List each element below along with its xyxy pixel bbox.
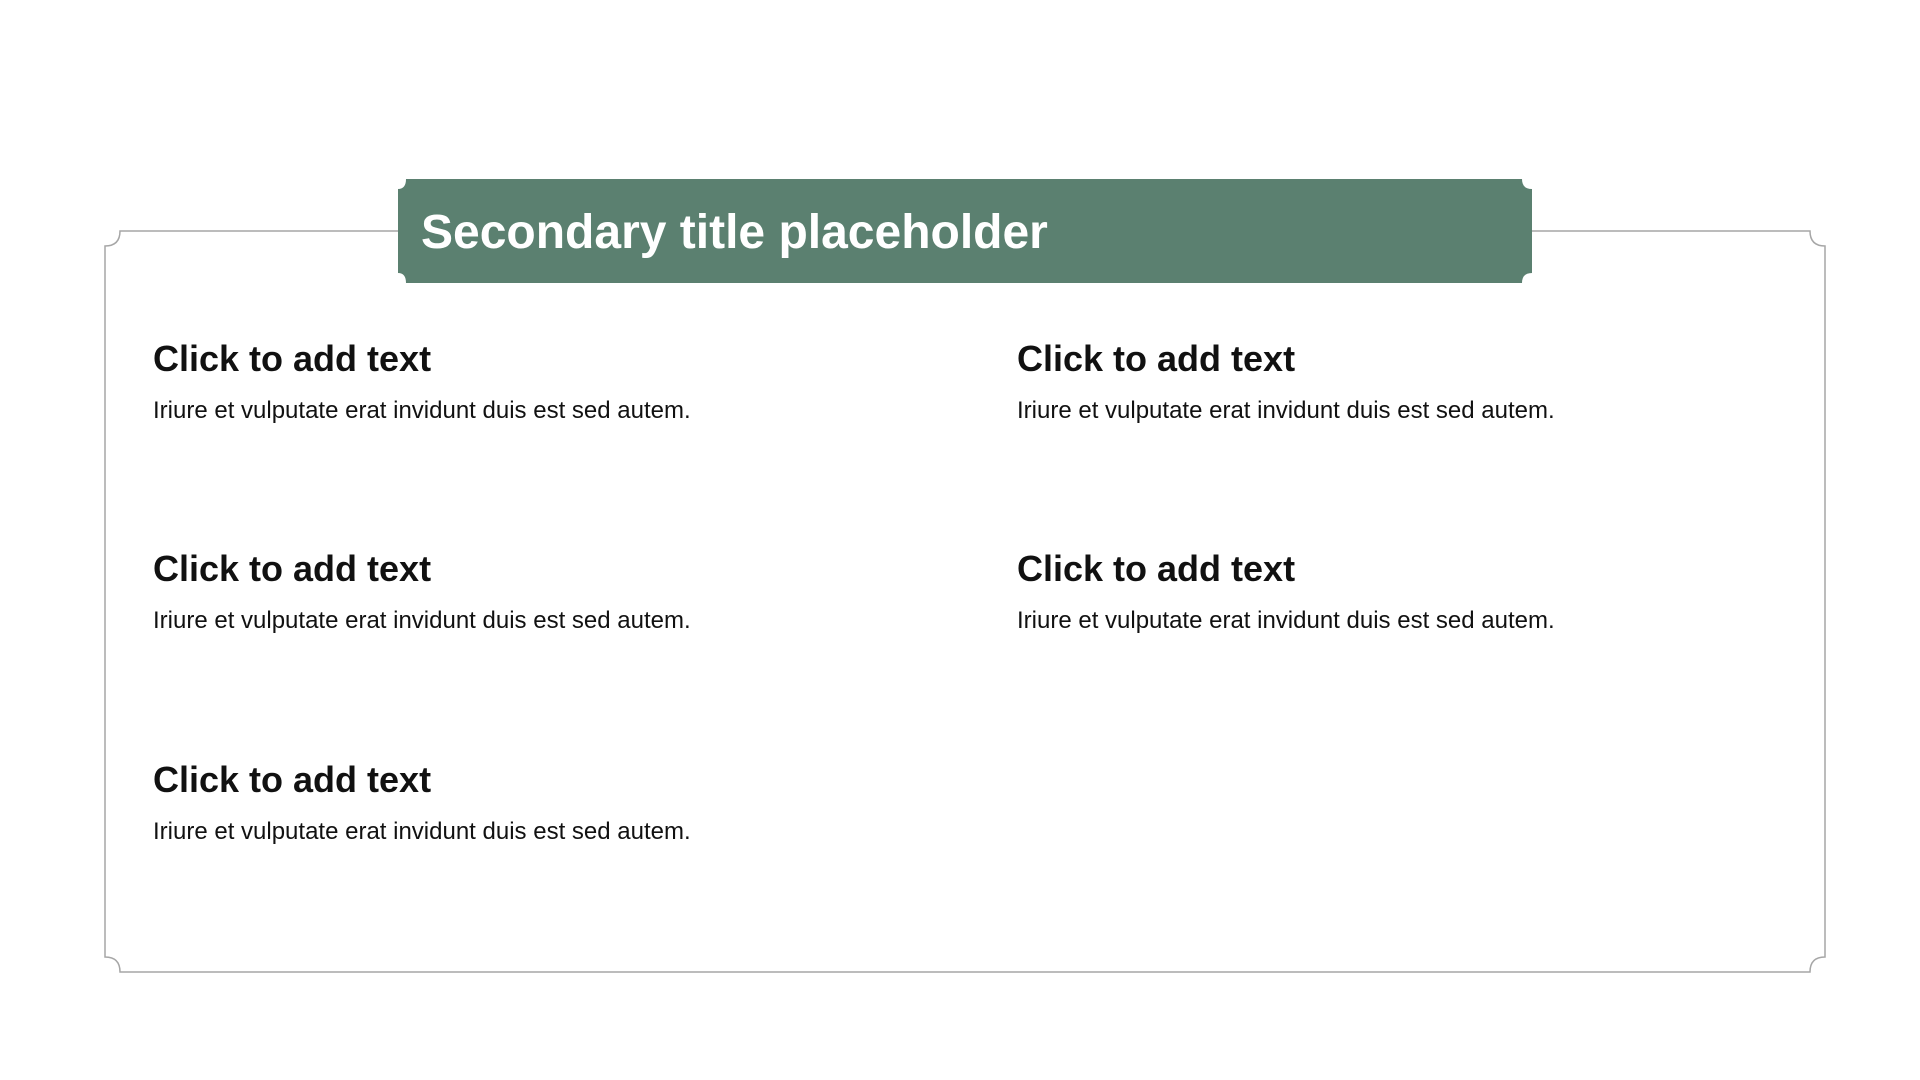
block-body[interactable]: Iriure et vulputate erat invidunt duis est sed autem. [153, 607, 691, 634]
text-block[interactable] [153, 547, 913, 636]
block-heading[interactable]: Click to add text [1017, 548, 1296, 589]
block-heading[interactable]: Click to add text [153, 338, 432, 379]
block-body[interactable]: Iriure et vulputate erat invidunt duis est sed autem. [153, 397, 691, 424]
text-block[interactable] [153, 337, 913, 426]
text-block[interactable] [153, 758, 913, 847]
text-block[interactable] [1017, 547, 1777, 636]
text-block[interactable] [1017, 337, 1777, 426]
block-heading[interactable]: Click to add text [1017, 338, 1296, 379]
block-body[interactable]: Iriure et vulputate erat invidunt duis est sed autem. [153, 818, 691, 845]
block-heading[interactable]: Click to add text [153, 759, 432, 800]
block-body[interactable]: Iriure et vulputate erat invidunt duis est sed autem. [1017, 397, 1555, 424]
block-heading[interactable]: Click to add text [153, 548, 432, 589]
block-body[interactable]: Iriure et vulputate erat invidunt duis est sed autem. [1017, 607, 1555, 634]
slide-title[interactable]: Secondary title placeholder [421, 206, 1048, 259]
